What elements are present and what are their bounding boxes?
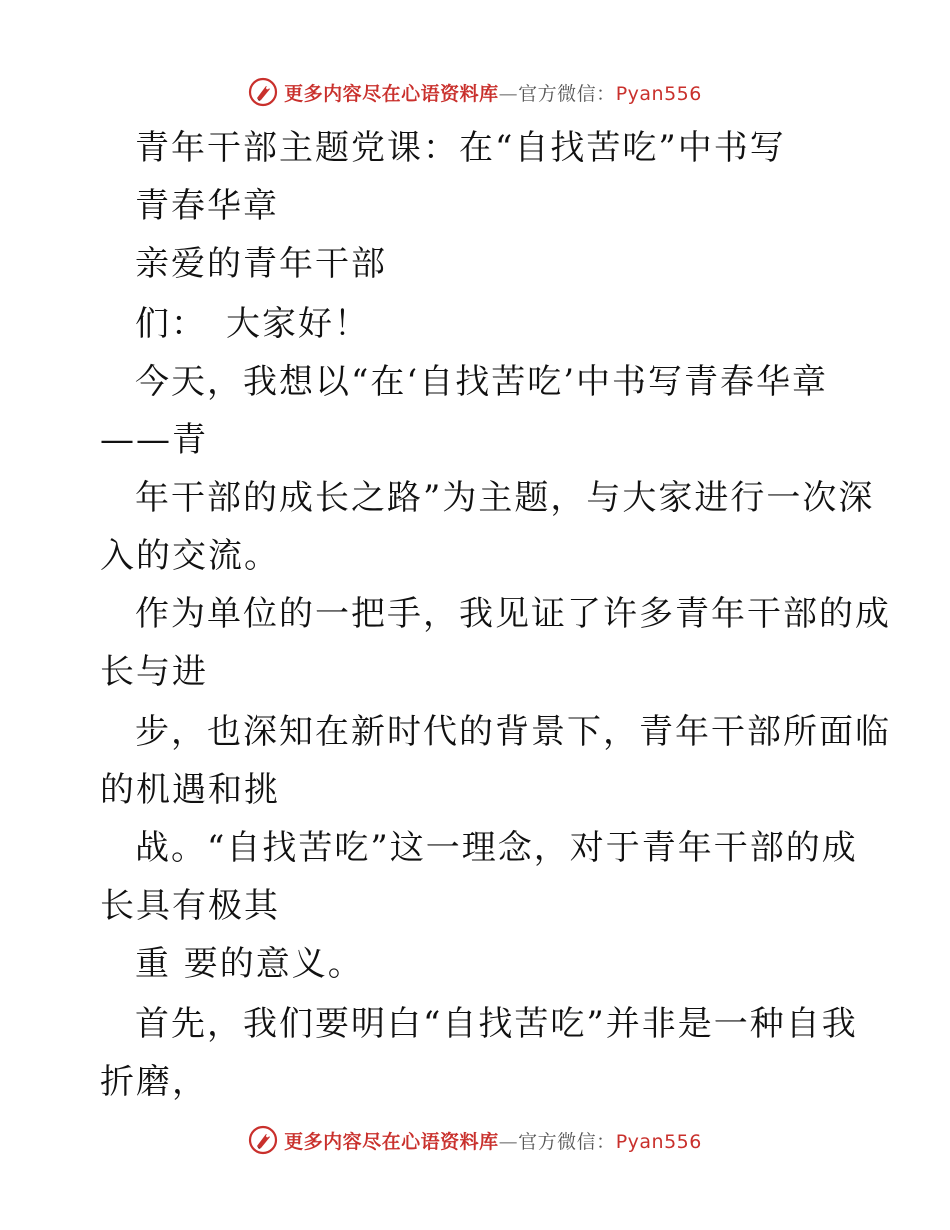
- pen-nib-logo-icon: [248, 1125, 278, 1155]
- banner-text: [284, 1127, 702, 1154]
- doc-text-line: 战。“自找苦吃”这一理念，对于青年干部的成: [135, 828, 858, 868]
- doc-text-line: 折磨，: [100, 1062, 208, 1102]
- doc-text-line: 作为单位的一把手，我见证了许多青年干部的成: [135, 594, 891, 634]
- banner-separator: —: [498, 82, 519, 105]
- doc-text-line: 今天，我想以“在‘自找苦吃’中书写青春华章: [135, 362, 828, 402]
- banner-wechat-label: 官方微信：: [518, 1130, 616, 1153]
- banner-text: [284, 79, 702, 106]
- banner-site-text: 更多内容尽在心语资料库: [284, 1130, 499, 1153]
- doc-text-line: ——青: [100, 420, 208, 460]
- pen-nib-logo-icon: [248, 77, 278, 107]
- banner-wechat-id: Pyan556: [615, 82, 702, 105]
- doc-text-line: 重 要的意义。: [135, 944, 364, 984]
- header-banner: [0, 72, 950, 112]
- doc-text-line: 首先，我们要明白“自找苦吃”并非是一种自我: [135, 1004, 858, 1044]
- doc-text-line: 长具有极其: [100, 886, 280, 926]
- banner-site-text: 更多内容尽在心语资料库: [284, 82, 499, 105]
- banner-wechat-id: Pyan556: [615, 1130, 702, 1153]
- banner-separator: —: [498, 1130, 519, 1153]
- banner-wechat-label: 官方微信：: [518, 82, 616, 105]
- doc-title-line-1: 青年干部主题党课：在“自找苦吃”中书写: [135, 128, 786, 168]
- doc-text-line: 的机遇和挑: [100, 770, 280, 810]
- doc-text-line: 步，也深知在新时代的背景下，青年干部所面临: [135, 712, 891, 752]
- doc-title-line-2: 青春华章: [135, 186, 279, 226]
- doc-text-line: 入的交流。: [100, 536, 280, 576]
- doc-text-line: 年干部的成长之路”为主题，与大家进行一次深: [135, 478, 875, 518]
- doc-text-line: 长与进: [100, 652, 208, 692]
- doc-text-line: 亲爱的青年干部: [135, 244, 387, 284]
- footer-banner: [0, 1120, 950, 1160]
- doc-text-line: 们： 大家好！: [135, 304, 370, 344]
